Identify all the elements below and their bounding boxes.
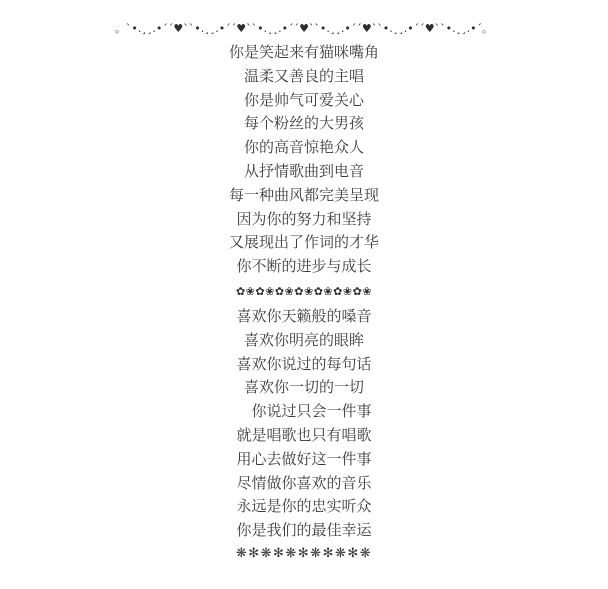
poem-line: 喜欢你天籁般的嗓音 (236, 306, 372, 325)
stanza-2 (0, 305, 608, 543)
poem-line: 你是笑起来有猫咪嘴角 (228, 43, 379, 61)
poem-line: 喜欢你一切的一切 (243, 378, 364, 397)
poem-line: 每个粉丝的大男孩 (243, 114, 364, 133)
poem-line: 因为你的努力和坚持 (236, 209, 372, 228)
poem-line: 你不断的进步与成长 (236, 257, 372, 276)
poem-line: 喜欢你明亮的眼眸 (243, 330, 364, 349)
poem-line: 每一种曲风都完美呈现 (228, 185, 379, 204)
heart-border-top: 。`•.¸¸.•´´♥``•.¸¸.•´´♥``•.¸¸.•´´♥``•.¸¸.•´´♥``•.¸¸.•´´♥``•.¸¸.•´。 (114, 22, 494, 35)
poem-line: 就是唱歌也只有唱歌 (236, 425, 372, 444)
flower-divider: ✿❀✿❀✿❀✿❀✿❀✿❀✿❀ (235, 284, 373, 298)
poem-line: 你说过只会一件事 (236, 402, 372, 421)
poem-line: 从抒情歌曲到电音 (243, 161, 364, 180)
poem-line: 你是我们的最佳幸运 (236, 521, 372, 540)
poem-line: 用心去做好这一件事 (236, 449, 372, 468)
poem-page (0, 20, 608, 589)
stanza-1 (0, 41, 608, 279)
asterisk-divider: ❋✻❋✻❋✻❋✻❋✻❋ (235, 545, 373, 561)
poem-line: 温柔又善良的主唱 (243, 66, 364, 85)
poem-line: 永远是你的忠实听众 (236, 497, 372, 516)
poem-line: 你是帅气可爱关心 (243, 90, 364, 109)
poem-line: 你的高音惊艳众人 (243, 138, 364, 157)
poem-line: 又展现出了作词的才华 (228, 233, 379, 252)
poem-line: 喜欢你说过的每句话 (236, 354, 372, 373)
poem-line: 尽情做你喜欢的音乐 (236, 473, 372, 492)
